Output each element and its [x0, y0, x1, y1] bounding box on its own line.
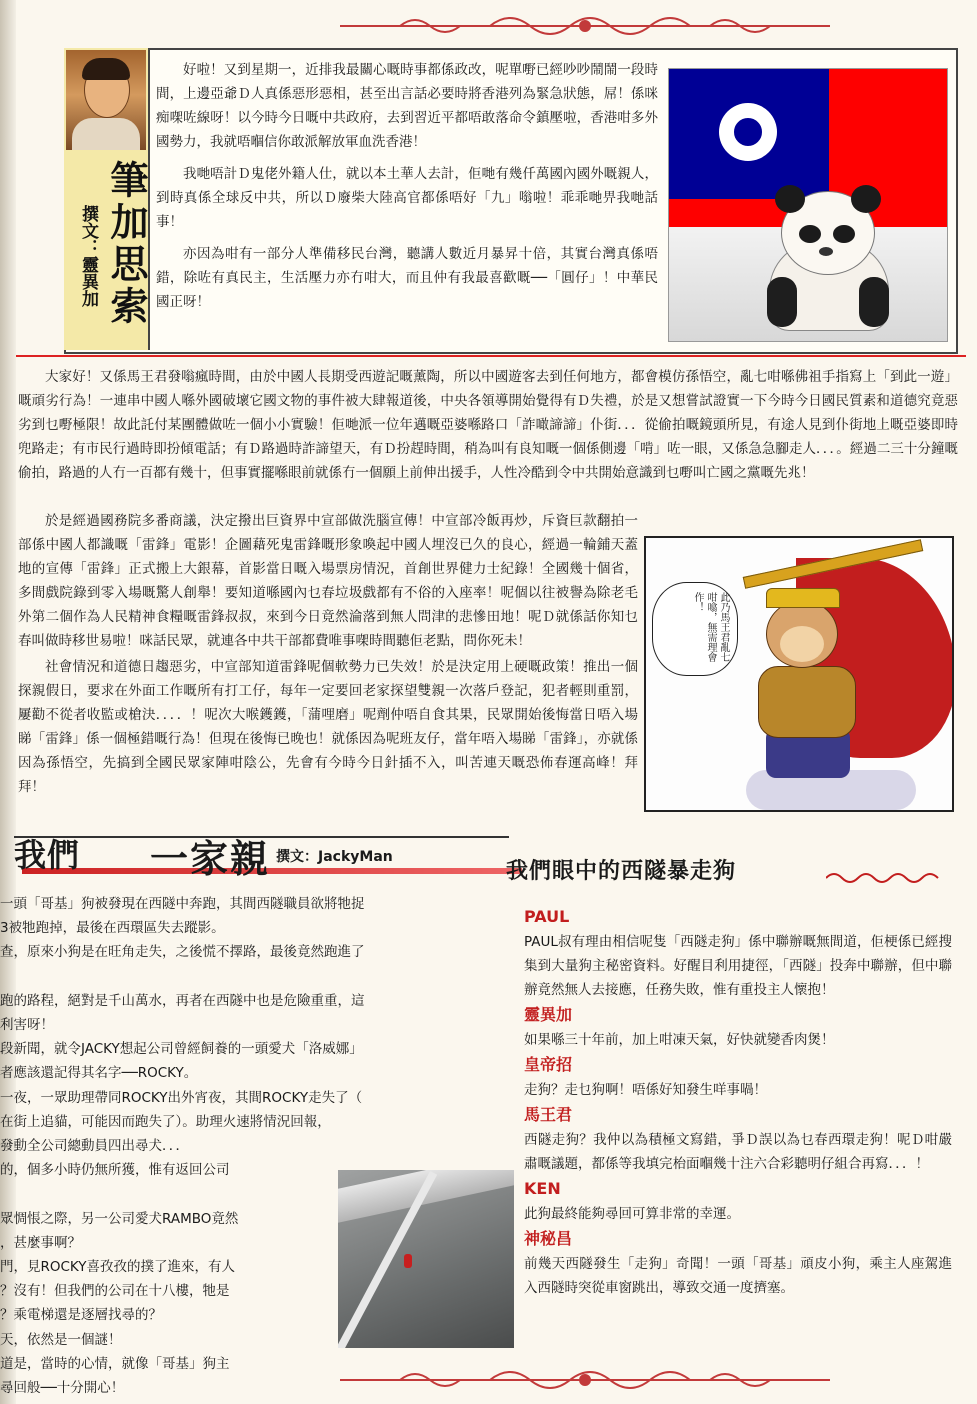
commenter-name: 靈異加	[524, 1005, 573, 1024]
commenter-name: 神秘昌	[524, 1229, 573, 1248]
text-line: 尋回般──十分開心！	[0, 1380, 125, 1397]
text-line	[0, 965, 502, 989]
text-line: 查，原來小狗是在旺角走失，之後慌不擇路，最後竟然跑進了	[0, 944, 365, 961]
flag-panda-photo	[668, 68, 948, 342]
main-article-intro	[18, 365, 958, 485]
commenter-name: 皇帝招	[524, 1055, 573, 1074]
column-paragraph: 我哋唔計Ｄ鬼佬外籍人仕，就以本土華人去計，佢哋有幾仟萬國內國外嘅親人，到時真係全球反中共，所以Ｄ廢柴大陸高官都係唔好「九」嗡啦！乖乖哋畀我哋話事！	[156, 166, 658, 230]
family-byline: 撰文：JackyMan	[276, 849, 393, 865]
comment-text: 西隧走狗？我仲以為積極文寫錯，爭Ｄ誤以為乜春西環走狗！呢Ｄ咁嚴肅嘅議題，都係等我填完枱面嗰幾十注六合彩聽明仔組合再寫．．．！	[524, 1132, 952, 1172]
author-photo	[66, 50, 146, 150]
text-line: 一夜，一眾助理帶同ROCKY出外宵夜，其間ROCKY走失了（	[0, 1089, 363, 1106]
commenter-name: 馬王君	[524, 1105, 573, 1124]
text-line: 道是，當時的心情，就像「哥基」狗主	[0, 1355, 230, 1372]
top-ornament	[340, 8, 830, 44]
text-line: 門，見ROCKY喜孜孜的撲了進來，有人	[0, 1259, 236, 1276]
family-title-part1: 我們	[14, 836, 81, 874]
text-line: 的，個多小時仍無所獲，惟有返回公司	[0, 1162, 230, 1179]
text-line: 利害呀！	[0, 1017, 54, 1034]
column-text	[156, 58, 658, 322]
text-line: 段新聞，就令JACKY想起公司曾經飼養的一頭愛犬「洛威娜」	[0, 1041, 363, 1058]
column-paragraph: 亦因為咁有一部分人準備移民台灣，聽講人數近月暴昇十倍，其實台灣真係唔錯，除咗有真民主，生活壓力亦冇咁大，而且仲有我最喜歡嘅──「圓仔」！中華民國正呀！	[156, 246, 658, 310]
text-line: 一頭「哥基」狗被發現在西隧中奔跑，其間西隧職員欲將牠捉	[0, 896, 365, 912]
text-line: 眾惆悵之際，另一公司愛犬RAMBO竟然	[0, 1210, 239, 1227]
family-column-header	[8, 826, 518, 886]
column-paragraph: 好啦！又到星期一，近排我最關心嘅時事都係政改，呢單嘢已經吵吵鬧鬧一段時間，上邊亞爺Ｄ人真係惡形惡相，甚至出言話必要時將香港列為緊急狀態，屌！係咪痴㗎咗線呀！以今時今日嘅中共政府，去到習近平都唔敢落命令鎮壓啦，香港咁多外國勢力，我就唔嗰信你敢派解放軍血洗香港！	[156, 62, 658, 150]
commenter-name: KEN	[524, 1179, 561, 1198]
article-paragraph: 大家好！又係馬王君發嗡瘋時間，由於中國人長期受西遊記嘅薰陶，所以中國遊客去到任何地方，都會模仿孫悟空，亂七咁喺佛祖手指寫上「到此一遊」嘅頑劣行為！一連串中國人喺外國破壞它國文物的事件被大肆報道後，中央各領導開始覺得有Ｄ失禮，於是又想嘗試證實一下今時今日國民質素和道德究竟惡劣到乜嘢極限！故此託付某團體做咗一個小小實驗！佢哋派一位年邁嘅亞婆喺路口「詐噉諦諦」仆街．．．從偷拍嘅鏡頭所見，有途人見到仆街地上嘅亞婆即時兜路走；有市民行過時即扮傾電話；有Ｄ路過時詐諦望天，有Ｄ扮趕時間，稍為叫有良知嘅一個係側邊「啃」咗一眼，又係急急腳走人．．．。經過二三十分鐘嘅偷拍，路過的人冇一百都有幾十，但事實擺喺眼前就係冇一個願上前伸出援手，人性冷酷到令中共開始意識到乜嘢叫亡國之黨嘅先兆！	[18, 369, 958, 481]
text-line: 天，依然是一個謎！	[0, 1331, 122, 1348]
text-line: 跑的路程，絕對是千山萬水，再者在西隧中也是危險重重，這	[0, 992, 365, 1009]
comment-text: 如果喺三十年前，加上咁凍天氣，好快就變香肉煲！	[524, 1032, 835, 1048]
text-line: ？沒有！但我們的公司在十八樓，牠是	[0, 1283, 230, 1300]
text-line: 發動全公司總動員四出尋犬．．．	[0, 1138, 189, 1155]
speech-bubble-text: 此乃馬王君亂七咁噏，無需理會作！	[692, 592, 729, 662]
text-line: 者應該還記得其名字──ROCKY。	[0, 1065, 198, 1082]
main-article-body	[18, 509, 638, 801]
comments-list	[524, 904, 952, 1300]
family-title-part2: 一家親	[150, 836, 271, 881]
column-byline: 撰文：靈異加	[78, 205, 98, 307]
text-line: 在街上追貓，可能因而跑失了）。助理火速將情況回報，	[0, 1113, 331, 1130]
bottom-ornament	[340, 1362, 830, 1398]
tunnel-road-photo	[338, 1170, 514, 1348]
text-line: 3被牠跑掉，最後在西環區失去蹤影。	[0, 920, 225, 937]
header-squiggle-ornament	[826, 870, 946, 884]
article-paragraph: 於是經過國務院多番商議，決定撥出巨資界中宣部做洗腦宣傳！中宣部冷飯再炒，斥資巨款翻拍一部係中國人都識嘅「雷鋒」電影！企圖藉死鬼雷鋒嘅形象喚起中國人埋沒已久的良心，經過一輪鋪天蓋地的宣傳「雷鋒」正式搬上大銀幕，首影當日嘅入場票房情況，首創世界健力士紀錄！全國幾十個省，多間戲院錄到零入場嘅驚人創舉！要知道喺國內乜春垃圾戲都有不俗的入座率！呢個以往被譽為除老毛外第二個作為人民精神食糧嘅雷鋒叔叔，來到今日竟然淪落到無人問津的悲慘田地！呢Ｄ就係話你知乜春叫做時移世易啦！咪話民眾，就連各中共干部都費唯事㗎時間聽佢老點，問你死未！	[18, 513, 638, 649]
comment-text: 此狗最終能夠尋回可算非常的幸運。	[524, 1206, 740, 1222]
article-paragraph: 社會情況和道德日趨惡劣，中宣部知道雷鋒呢個軟勢力已失效！於是決定用上硬嘅政策！推出一個探親假日，要求在外面工作嘅所有打工仔，每年一定要回老家探望雙親一次落戶登記，犯者輕則重罰，屢勸不從者收監或槍決．．．．！呢次大喉鑊鑊，「蒲哩磨」呢劑仲唔自食其果，民眾開始後悔當日唔入場睇「雷鋒」係一個極錯嘅行為！但現在後悔已晚也！就係因為呢班友仔，當年唔入場睇「雷鋒」，亦就係因為孫悟空，先搞到全國民眾家陣咁陰公，先會有今時今日針插不入，叫苦連天嘅恐佈春運高峰！拜拜！	[18, 659, 638, 795]
commenter-name: PAUL	[524, 907, 570, 926]
comment-text: PAUL叔有理由相信呢隻「西隧走狗」係中聯辦嘅無間道，佢梗係已經搜集到大量狗主秘密資料。好醒目利用捷徑，「西隧」投奔中聯辦，但中聯辦竟然無人去接應，任務失敗，惟有重投主人懷抱！	[524, 934, 952, 998]
comments-header: 我們眼中的西隧暴走狗	[506, 859, 737, 884]
comment-text: 走狗？走乜狗啊！唔係好知發生咩事喎！	[524, 1082, 767, 1098]
text-line: ，甚麼事啊？	[0, 1234, 81, 1251]
text-line: ？乘電梯還是逐層找尋的？	[0, 1307, 162, 1324]
dog-figure	[404, 1254, 412, 1268]
column-title: 筆加思索	[104, 160, 149, 328]
monkey-king-comic	[644, 536, 954, 812]
comment-text: 前幾天西隧發生「走狗」奇聞！一頭「哥基」頑皮小狗，乘主人座駕進入西隧時突從車窗跳出，導致交通一度擠塞。	[524, 1256, 952, 1296]
section-divider	[16, 355, 966, 357]
